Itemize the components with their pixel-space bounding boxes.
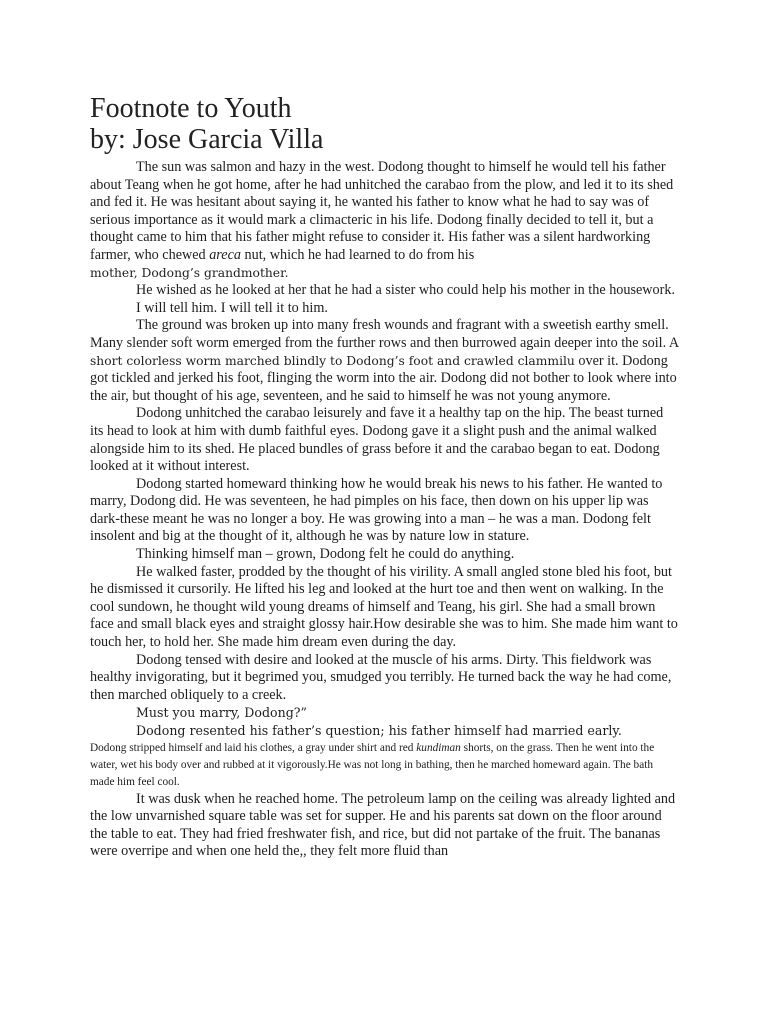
- document-title: [90, 93, 680, 155]
- paragraph: The ground was broken up into many fresh wounds and fragrant with a sweetish earthy smell. Many slender soft worm emerged from the further rows and then burrowed again deeper into the soil. A short colorless worm marched blindly to Dodong’s foot and crawled clammilu over it. Dodong got tickled and jerked his foot, flinging the worm into the air. Dodong did not bother to look where into the air, but thought of his age, seventeen, and he said to himself he was not young anymore.: [90, 317, 679, 404]
- title-line-2: by: Jose Garcia Villa: [90, 124, 324, 155]
- paragraph: Dodong started homeward thinking how he would break his news to his father. He wanted to marry, Dodong did. He was seventeen, he had pimples on his face, then down on his upper lip was dark-these meant he was no longer a boy. He was growing into a man – he was a man. Dodong felt insolent and big at the thought of it, although he was by nature low in stature.: [90, 475, 663, 545]
- paragraph: It was dusk when he reached home. The petroleum lamp on the ceiling was already lighted and the low unvarnished square table was set for supper. He and his parents sat down on the floor around the table to eat. They had fried freshwater fish, and rice, but did not partake of the fruit. The bananas were overripe and when one held the,, they felt more fluid than: [90, 790, 676, 860]
- paragraph: I will tell him. I will tell it to him.: [136, 299, 328, 316]
- title-line-1: Footnote to Youth: [90, 93, 292, 124]
- paragraph: He walked faster, prodded by the thought of his virility. A small angled stone bled his foot, but he dismissed it cursorily. He lifted his leg and looked at the hurt toe and then went on walking. In the cool sundown, he thought wild young dreams of himself and Teang, his girl. She had a small brown face and small black eyes and straight glossy hair.How desirable she was to him. She made him want to touch her, to hold her. She made him dream even during the day.: [90, 563, 678, 651]
- document-page: [90, 93, 680, 861]
- paragraph: Dodong unhitched the carabao leisurely and fave it a healthy tap on the hip. The beast turned its head to look at him with dumb faithful eyes. Dodong gave it a slight push and the animal walked alongside him to its shed. He placed bundles of grass before it and the carabao began to eat. Dodong looked at it without interest.: [90, 405, 664, 475]
- paragraph: Thinking himself man – grown, Dodong felt he could do anything.: [136, 546, 515, 563]
- dialog-line: Must you marry, Dodong?”: [136, 705, 307, 721]
- paragraph: The sun was salmon and hazy in the west. Dodong thought to himself he would tell his father about Teang when he got home, after he had unhitched the carabao from the plow, and led it to its shed and fed it. He was hesitant about saying it, he wanted his father to know what he had to say was of serious importance as it would mark a climacteric in his life. Dodong finally decided to tell it, but a thought came to him that his father might refuse to consider it. His father was a silent hardworking farmer, who chewed areca nut, which he had learned to do from his mother, Dodong’s grandmother.: [90, 159, 674, 280]
- story-body: [90, 159, 680, 861]
- paragraph: He wished as he looked at her that he had a sister who could help his mother in the housework.: [136, 282, 675, 299]
- paragraph: Dodong tensed with desire and looked at the muscle of his arms. Dirty. This fieldwork was healthy invigorating, but it begrimed you, smudged you terribly. He turned back the way he had come, then marched obliquely to a creek.: [90, 651, 672, 703]
- dialog-line: Dodong resented his father’s question; his father himself had married early.: [136, 723, 622, 738]
- small-paragraph: Dodong stripped himself and laid his clothes, a gray under shirt and red kundiman shorts, on the grass. Then he went into the water, wet his body over and rubbed at it vigorously.He was not long in bathing, then he marched homeward again. The bath made him feel cool.: [90, 741, 655, 788]
